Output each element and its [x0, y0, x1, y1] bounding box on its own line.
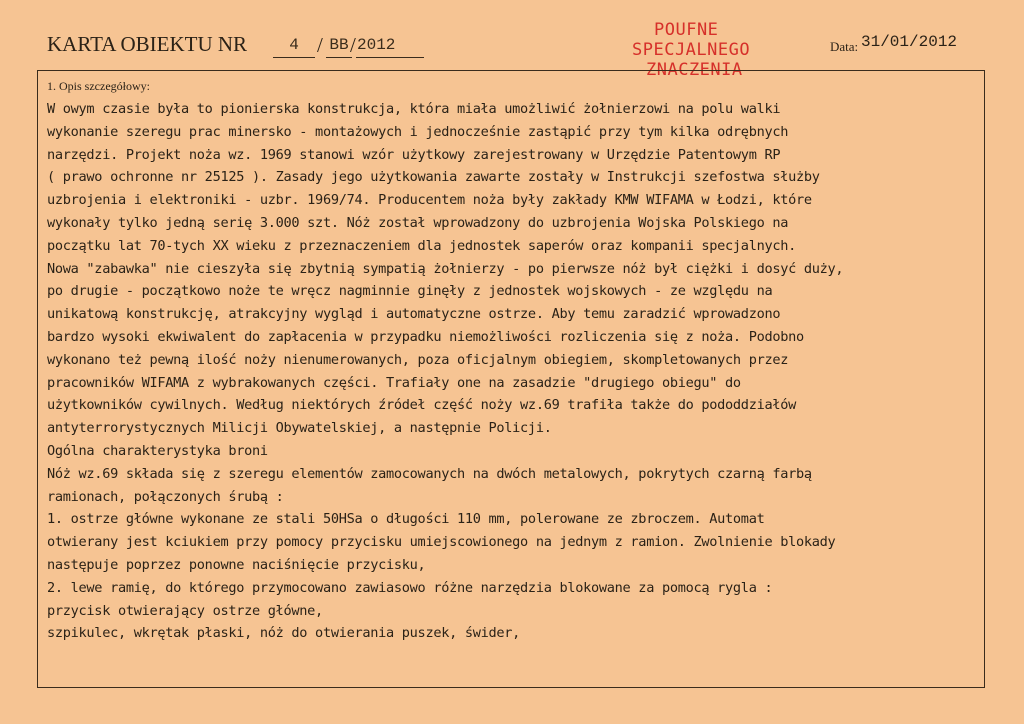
- text-line: Ogólna charakterystyka broni: [47, 442, 268, 459]
- text-line: uzbrojenia i elektroniki - uzbr. 1969/74. Producentem noża były zakłady KMW WIFAMA w Łodzi, które: [47, 192, 812, 209]
- text-line: antyterrorystycznych Milicji Obywatelskiej, a następnie Policji.: [47, 420, 552, 437]
- text-line: wykonano też pewną ilość noży nienumerowanych, poza oficjalnym obiegiem, skompletowanych przez: [47, 351, 789, 368]
- section-label: 1. Opis szczegółowy:: [47, 79, 150, 93]
- text-line: ramionach, połączonych śrubą :: [47, 488, 284, 505]
- stamp-line: POUFNE: [654, 20, 719, 40]
- text-line: otwierany jest kciukiem przy pomocy przycisku umiejscowionego na jednym z ramion. Zwolnienie blokady: [47, 534, 836, 551]
- card-year-underline: [356, 57, 424, 58]
- text-line: unikatową konstrukcję, atrakcyjny wygląd i automatyczne ostrze. Aby temu zaradzić wprowadzono: [47, 306, 781, 323]
- card-number: 4: [289, 36, 299, 54]
- text-line: Nóż wz.69 składa się z szeregu elementów zamocowanych na dwóch metalowych, pokrytych czarną farbą: [47, 465, 812, 482]
- card-number-underline: [273, 57, 315, 58]
- stamp-line: SPECJALNEGO: [632, 40, 751, 60]
- text-line: szpikulec, wkrętak płaski, nóż do otwierania puszek, świder,: [47, 625, 521, 642]
- card-number-separator: /: [317, 33, 323, 57]
- card-title: KARTA OBIEKTU NR: [47, 32, 248, 56]
- text-line: 2. lewe ramię, do którego przymocowano zawiasowo różne narzędzia blokowane za pomocą rygla :: [47, 579, 773, 596]
- date-value: 31/01/2012: [861, 33, 958, 51]
- text-line: następuje poprzez ponowne naciśnięcie przycisku,: [47, 556, 426, 573]
- text-line: wykonanie szeregu prac minersko - montażowych i jednocześnie zastąpić przy tym kilka odrębnych: [47, 123, 789, 140]
- card-series-underline: [326, 57, 352, 58]
- text-line: bardzo wysoki ekwiwalent do zapłacenia w przypadku niemożliwości rozliczenia się z noża. Podobno: [47, 328, 804, 345]
- text-line: wykonały tylko jedną serię 3.000 szt. Nóż został wprowadzony do uzbrojenia Wojska Polskiego na: [47, 214, 789, 231]
- date-label: Data:: [830, 39, 859, 54]
- text-line: narzędzi. Projekt noża wz. 1969 stanowi wzór użytkowy zarejestrowany w Urzędzie Patentowym RP: [47, 146, 781, 163]
- text-line: W owym czasie była to pionierska konstrukcja, która miała umożliwić żołnierzowi na polu walki: [47, 101, 781, 117]
- description-text: [47, 98, 982, 645]
- card-series-separator: /: [350, 33, 356, 57]
- card-year: 2012: [357, 36, 396, 54]
- text-line: ( prawo ochronne nr 25125 ). Zasady jego użytkowania zawarte zostały w Instrukcji szefostwa służby: [47, 169, 820, 186]
- stamp-line: ZNACZENIA: [646, 60, 743, 80]
- card-series: BB: [329, 36, 349, 54]
- text-line: Nowa "zabawka" nie cieszyła się zbytnią sympatią żołnierzy - po pierwsze nóż był ciężki i dosyć duży,: [47, 260, 844, 277]
- text-line: 1. ostrze główne wykonane ze stali 50HSa o długości 110 mm, polerowane ze zbroczem. Automat: [47, 511, 765, 528]
- text-line: użytkowników cywilnych. Według niektórych źródeł część noży wz.69 trafiła także do pododdziałów: [47, 397, 796, 414]
- text-line: po drugie - początkowo noże te wręcz nagminnie ginęły z jednostek wojskowych - ze względu na: [47, 283, 773, 300]
- text-line: początku lat 70-tych XX wieku z przeznaczeniem dla jednostek saperów oraz kompanii specjalnych.: [47, 237, 796, 254]
- text-line: pracowników WIFAMA z wybrakowanych części. Trafiały one na zasadzie "drugiego obiegu" do: [47, 374, 741, 391]
- text-line: przycisk otwierający ostrze główne,: [47, 602, 323, 619]
